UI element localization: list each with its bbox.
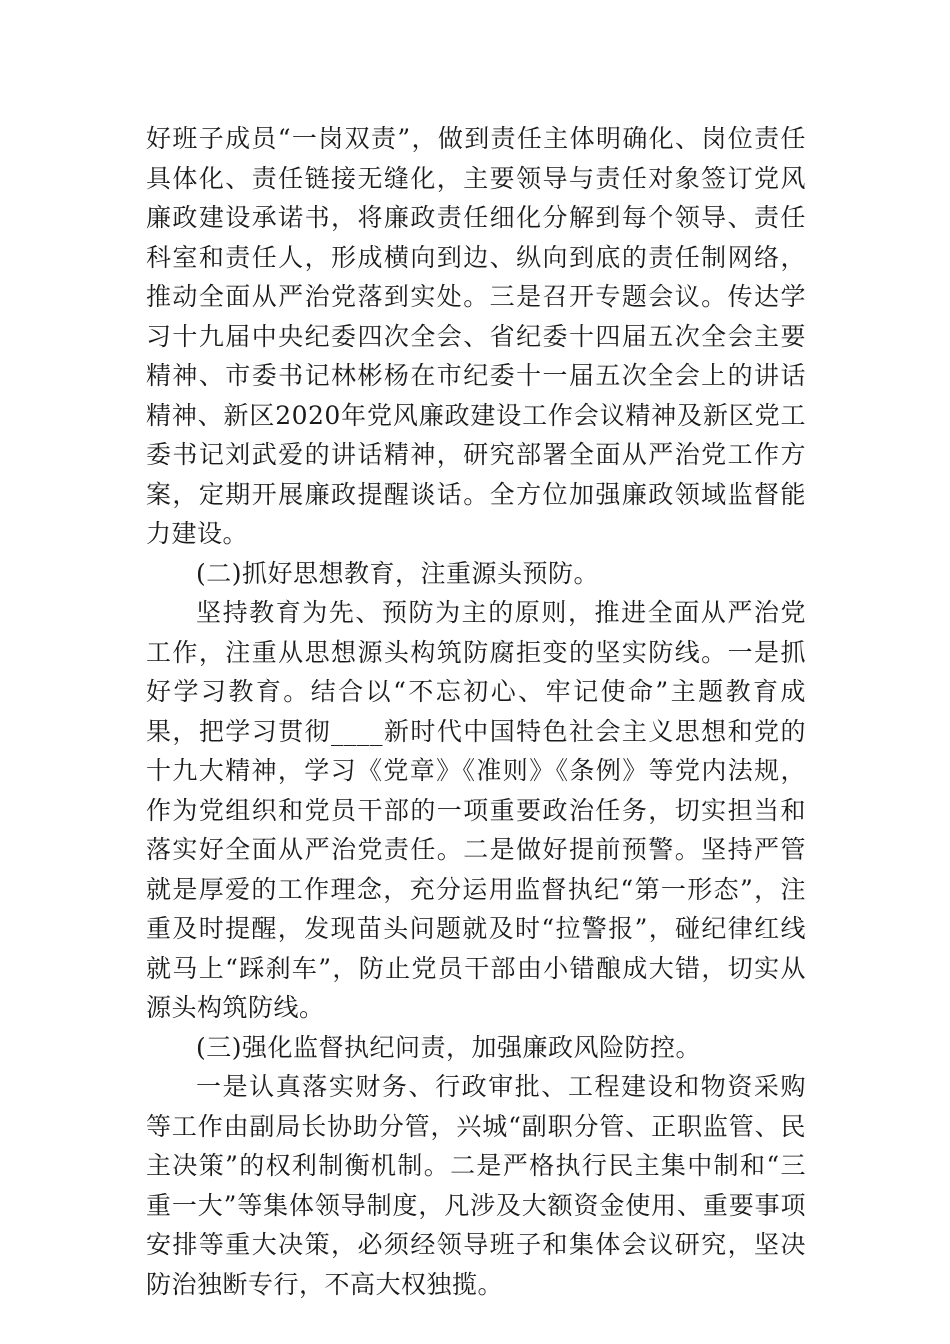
section-heading-3: (三)强化监督执纪问责，加强廉政风险防控。 (196, 1032, 702, 1062)
paragraph-continuation: 好班子成员“一岗双责”，做到责任主体明确化、岗位责任具体化、责任链接无缝化，主要领导与责任对象签订党风廉政建设承诺书，将廉政责任细化分解到每个领导、责任科室和责任人，形成横向到边、纵向到底的责任制网络，推动全面从严治党落到实处。三是召开专题会议。传达学习十九届中央纪委四次全会、省纪委十四届五次全会主要精神、市委书记林彬杨在市纪委十一届五次全会上的讲话精神、新区2020年党风廉政建设工作会议精神及新区党工委书记刘武爱的讲话精神，研究部署全面从严治党工作方案，定期开展廉政提醒谈话。全方位加强廉政领域监督能力建设。 (146, 124, 806, 548)
document-page (146, 119, 806, 1304)
section-heading-2: (二)抓好思想教育，注重源头预防。 (196, 558, 600, 588)
paragraph-body: 一是认真落实财务、行政审批、工程建设和物资采购等工作由副局长协助分管，兴城“副职分管、正职监管、民主决策”的权利制衡机制。二是严格执行民主集中制和“三重一大”等集体领导制度，凡涉及大额资金使用、重要事项安排等重大决策，必须经领导班子和集体会议研究，坚决防治独断专行，不高大权独揽。 (146, 1072, 806, 1299)
paragraph-body: 坚持教育为先、预防为主的原则，推进全面从严治党工作，注重从思想源头构筑防腐拒变的坚实防线。一是抓好学习教育。结合以“不忘初心、牢记使命”主题教育成果，把学习贯彻____新时代中国特色社会主义思想和党的十九大精神，学习《党章》《准则》《条例》等党内法规，作为党组织和党员干部的一项重要政治任务，切实担当和落实好全面从严治党责任。二是做好提前预警。坚持严管就是厚爱的工作理念，充分运用监督执纪“第一形态”，注重及时提醒，发现苗头问题就及时“拉警报”，碰纪律红线就马上“踩刹车”，防止党员干部由小错酿成大错，切实从源头构筑防线。 (146, 598, 806, 1022)
